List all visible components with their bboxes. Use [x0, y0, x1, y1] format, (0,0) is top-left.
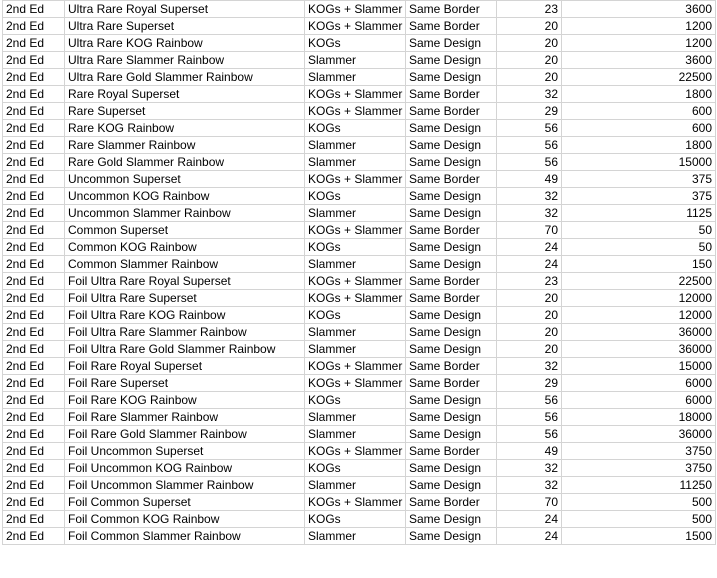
cell-set-name[interactable]: Foil Common Slammer Rainbow — [65, 528, 305, 545]
cell-edition[interactable]: 2nd Ed — [3, 358, 65, 375]
cell-count[interactable]: 24 — [497, 511, 562, 528]
cell-type[interactable]: Slammer — [305, 409, 406, 426]
cell-count[interactable]: 24 — [497, 256, 562, 273]
cell-edition[interactable]: 2nd Ed — [3, 426, 65, 443]
grid-body — [3, 1, 716, 545]
cell-edition[interactable]: 2nd Ed — [3, 256, 65, 273]
cell-value[interactable]: 3750 — [562, 443, 716, 460]
cell-value[interactable]: 600 — [562, 120, 716, 137]
cell-count[interactable]: 29 — [497, 103, 562, 120]
cell-value[interactable]: 1200 — [562, 35, 716, 52]
table-row — [3, 188, 716, 205]
cell-edition[interactable]: 2nd Ed — [3, 273, 65, 290]
cell-value[interactable]: 500 — [562, 511, 716, 528]
cell-value[interactable]: 12000 — [562, 307, 716, 324]
table-row — [3, 205, 716, 222]
cell-set-name[interactable]: Foil Rare Superset — [65, 375, 305, 392]
cell-design[interactable]: Same Border — [406, 18, 497, 35]
cell-set-name[interactable]: Foil Rare Gold Slammer Rainbow — [65, 426, 305, 443]
table-row — [3, 137, 716, 154]
cell-set-name[interactable]: Rare Superset — [65, 103, 305, 120]
cell-design[interactable]: Same Design — [406, 188, 497, 205]
cell-edition[interactable]: 2nd Ed — [3, 460, 65, 477]
cell-set-name[interactable]: Ultra Rare KOG Rainbow — [65, 35, 305, 52]
cell-value[interactable]: 36000 — [562, 426, 716, 443]
cell-count[interactable]: 56 — [497, 154, 562, 171]
cell-value[interactable]: 600 — [562, 103, 716, 120]
table-row — [3, 375, 716, 392]
cell-edition[interactable]: 2nd Ed — [3, 69, 65, 86]
cell-type[interactable]: Slammer — [305, 426, 406, 443]
cell-type[interactable]: Slammer — [305, 205, 406, 222]
cell-value[interactable]: 36000 — [562, 341, 716, 358]
cell-edition[interactable]: 2nd Ed — [3, 103, 65, 120]
cell-type[interactable]: KOGs — [305, 239, 406, 256]
cell-design[interactable]: Same Design — [406, 341, 497, 358]
cell-type[interactable]: KOGs + Slammer — [305, 86, 406, 103]
cell-count[interactable]: 32 — [497, 188, 562, 205]
table-row — [3, 426, 716, 443]
cell-type[interactable]: Slammer — [305, 137, 406, 154]
cell-design[interactable]: Same Design — [406, 511, 497, 528]
cell-set-name[interactable]: Foil Uncommon Slammer Rainbow — [65, 477, 305, 494]
cell-edition[interactable]: 2nd Ed — [3, 52, 65, 69]
cell-set-name[interactable]: Uncommon Superset — [65, 171, 305, 188]
cell-edition[interactable]: 2nd Ed — [3, 511, 65, 528]
cell-set-name[interactable]: Uncommon Slammer Rainbow — [65, 205, 305, 222]
cell-value[interactable]: 1800 — [562, 86, 716, 103]
cell-value[interactable]: 1500 — [562, 528, 716, 545]
cell-type[interactable]: KOGs + Slammer — [305, 290, 406, 307]
cell-edition[interactable]: 2nd Ed — [3, 477, 65, 494]
cell-set-name[interactable]: Rare Slammer Rainbow — [65, 137, 305, 154]
cell-set-name[interactable]: Ultra Rare Royal Superset — [65, 1, 305, 18]
cell-edition[interactable]: 2nd Ed — [3, 188, 65, 205]
cell-design[interactable]: Same Design — [406, 426, 497, 443]
table-row — [3, 154, 716, 171]
cell-type[interactable]: KOGs — [305, 460, 406, 477]
cell-count[interactable]: 20 — [497, 341, 562, 358]
cell-value[interactable]: 1125 — [562, 205, 716, 222]
cell-type[interactable]: Slammer — [305, 52, 406, 69]
cell-edition[interactable]: 2nd Ed — [3, 86, 65, 103]
table-row — [3, 443, 716, 460]
cell-set-name[interactable]: Common KOG Rainbow — [65, 239, 305, 256]
data-grid — [2, 0, 716, 545]
cell-design[interactable]: Same Design — [406, 307, 497, 324]
cell-count[interactable]: 20 — [497, 35, 562, 52]
cell-edition[interactable]: 2nd Ed — [3, 120, 65, 137]
cell-set-name[interactable]: Foil Ultra Rare Slammer Rainbow — [65, 324, 305, 341]
table-row — [3, 256, 716, 273]
cell-value[interactable]: 6000 — [562, 375, 716, 392]
cell-set-name[interactable]: Ultra Rare Superset — [65, 18, 305, 35]
cell-design[interactable]: Same Border — [406, 273, 497, 290]
cell-count[interactable]: 56 — [497, 409, 562, 426]
cell-set-name[interactable]: Common Superset — [65, 222, 305, 239]
table-row — [3, 494, 716, 511]
table-row — [3, 409, 716, 426]
cell-value[interactable]: 50 — [562, 239, 716, 256]
cell-value[interactable]: 375 — [562, 188, 716, 205]
cell-design[interactable]: Same Design — [406, 460, 497, 477]
cell-type[interactable]: Slammer — [305, 477, 406, 494]
cell-type[interactable]: Slammer — [305, 69, 406, 86]
cell-count[interactable]: 49 — [497, 443, 562, 460]
cell-set-name[interactable]: Foil Ultra Rare Gold Slammer Rainbow — [65, 341, 305, 358]
cell-set-name[interactable]: Ultra Rare Slammer Rainbow — [65, 52, 305, 69]
cell-type[interactable]: KOGs + Slammer — [305, 273, 406, 290]
cell-edition[interactable]: 2nd Ed — [3, 375, 65, 392]
table-row — [3, 103, 716, 120]
cell-value[interactable]: 22500 — [562, 69, 716, 86]
cell-value[interactable]: 1800 — [562, 137, 716, 154]
table-row — [3, 222, 716, 239]
cell-design[interactable]: Same Border — [406, 1, 497, 18]
cell-count[interactable]: 24 — [497, 528, 562, 545]
cell-edition[interactable]: 2nd Ed — [3, 392, 65, 409]
cell-design[interactable]: Same Design — [406, 256, 497, 273]
cell-edition[interactable]: 2nd Ed — [3, 137, 65, 154]
cell-set-name[interactable]: Foil Rare Royal Superset — [65, 358, 305, 375]
cell-value[interactable]: 11250 — [562, 477, 716, 494]
cell-count[interactable]: 32 — [497, 460, 562, 477]
cell-design[interactable]: Same Design — [406, 205, 497, 222]
cell-type[interactable]: KOGs + Slammer — [305, 1, 406, 18]
cell-set-name[interactable]: Foil Common KOG Rainbow — [65, 511, 305, 528]
table-row — [3, 341, 716, 358]
cell-design[interactable]: Same Border — [406, 443, 497, 460]
cell-design[interactable]: Same Design — [406, 120, 497, 137]
cell-count[interactable]: 20 — [497, 307, 562, 324]
cell-type[interactable]: KOGs + Slammer — [305, 443, 406, 460]
cell-count[interactable]: 29 — [497, 375, 562, 392]
cell-design[interactable]: Same Border — [406, 358, 497, 375]
table-row — [3, 358, 716, 375]
cell-design[interactable]: Same Design — [406, 137, 497, 154]
cell-count[interactable]: 20 — [497, 290, 562, 307]
table-row — [3, 239, 716, 256]
cell-set-name[interactable]: Uncommon KOG Rainbow — [65, 188, 305, 205]
cell-value[interactable]: 6000 — [562, 392, 716, 409]
cell-design[interactable]: Same Border — [406, 494, 497, 511]
cell-count[interactable]: 56 — [497, 392, 562, 409]
table-row — [3, 18, 716, 35]
cell-set-name[interactable]: Rare Royal Superset — [65, 86, 305, 103]
table-row — [3, 324, 716, 341]
table-row — [3, 307, 716, 324]
table-row — [3, 392, 716, 409]
cell-set-name[interactable]: Foil Uncommon KOG Rainbow — [65, 460, 305, 477]
cell-count[interactable]: 56 — [497, 426, 562, 443]
cell-count[interactable]: 32 — [497, 477, 562, 494]
cell-set-name[interactable]: Ultra Rare Gold Slammer Rainbow — [65, 69, 305, 86]
cell-type[interactable]: KOGs — [305, 35, 406, 52]
cell-type[interactable]: KOGs + Slammer — [305, 171, 406, 188]
cell-set-name[interactable]: Rare Gold Slammer Rainbow — [65, 154, 305, 171]
cell-count[interactable]: 70 — [497, 494, 562, 511]
cell-value[interactable]: 50 — [562, 222, 716, 239]
table-row — [3, 511, 716, 528]
cell-edition[interactable]: 2nd Ed — [3, 494, 65, 511]
cell-value[interactable]: 22500 — [562, 273, 716, 290]
cell-count[interactable]: 56 — [497, 120, 562, 137]
cell-set-name[interactable]: Foil Rare KOG Rainbow — [65, 392, 305, 409]
cell-type[interactable]: KOGs + Slammer — [305, 358, 406, 375]
cell-count[interactable]: 49 — [497, 171, 562, 188]
cell-count[interactable]: 56 — [497, 137, 562, 154]
table-row — [3, 120, 716, 137]
cell-set-name[interactable]: Foil Ultra Rare Superset — [65, 290, 305, 307]
cell-value[interactable]: 18000 — [562, 409, 716, 426]
cell-value[interactable]: 3750 — [562, 460, 716, 477]
cell-type[interactable]: KOGs + Slammer — [305, 375, 406, 392]
cell-set-name[interactable]: Foil Rare Slammer Rainbow — [65, 409, 305, 426]
cell-type[interactable]: KOGs — [305, 392, 406, 409]
cell-count[interactable]: 20 — [497, 324, 562, 341]
cell-type[interactable]: KOGs — [305, 307, 406, 324]
cell-edition[interactable]: 2nd Ed — [3, 205, 65, 222]
cell-value[interactable]: 3600 — [562, 52, 716, 69]
cell-edition[interactable]: 2nd Ed — [3, 154, 65, 171]
cell-design[interactable]: Same Border — [406, 103, 497, 120]
cell-type[interactable]: KOGs — [305, 188, 406, 205]
table-row — [3, 52, 716, 69]
cell-design[interactable]: Same Design — [406, 69, 497, 86]
cell-type[interactable]: Slammer — [305, 256, 406, 273]
cell-design[interactable]: Same Design — [406, 35, 497, 52]
cell-type[interactable]: KOGs — [305, 511, 406, 528]
cell-design[interactable]: Same Border — [406, 171, 497, 188]
cell-edition[interactable]: 2nd Ed — [3, 307, 65, 324]
cell-value[interactable]: 36000 — [562, 324, 716, 341]
cell-count[interactable]: 24 — [497, 239, 562, 256]
cell-value[interactable]: 15000 — [562, 154, 716, 171]
cell-edition[interactable]: 2nd Ed — [3, 324, 65, 341]
cell-set-name[interactable]: Foil Ultra Rare KOG Rainbow — [65, 307, 305, 324]
cell-design[interactable]: Same Design — [406, 528, 497, 545]
table-row — [3, 273, 716, 290]
cell-design[interactable]: Same Design — [406, 52, 497, 69]
cell-count[interactable]: 70 — [497, 222, 562, 239]
cell-count[interactable]: 20 — [497, 18, 562, 35]
table-row — [3, 528, 716, 545]
cell-edition[interactable]: 2nd Ed — [3, 1, 65, 18]
table-row — [3, 69, 716, 86]
cell-design[interactable]: Same Design — [406, 392, 497, 409]
cell-value[interactable]: 12000 — [562, 290, 716, 307]
cell-value[interactable]: 500 — [562, 494, 716, 511]
cell-type[interactable]: KOGs + Slammer — [305, 18, 406, 35]
cell-set-name[interactable]: Foil Ultra Rare Royal Superset — [65, 273, 305, 290]
cell-type[interactable]: Slammer — [305, 324, 406, 341]
cell-edition[interactable]: 2nd Ed — [3, 222, 65, 239]
cell-design[interactable]: Same Border — [406, 290, 497, 307]
cell-set-name[interactable]: Common Slammer Rainbow — [65, 256, 305, 273]
cell-edition[interactable]: 2nd Ed — [3, 239, 65, 256]
cell-count[interactable]: 23 — [497, 1, 562, 18]
cell-type[interactable]: KOGs + Slammer — [305, 494, 406, 511]
table-row — [3, 1, 716, 18]
cell-type[interactable]: KOGs + Slammer — [305, 222, 406, 239]
table-row — [3, 460, 716, 477]
cell-type[interactable]: KOGs — [305, 120, 406, 137]
cell-value[interactable]: 1200 — [562, 18, 716, 35]
cell-count[interactable]: 20 — [497, 69, 562, 86]
cell-edition[interactable]: 2nd Ed — [3, 528, 65, 545]
cell-value[interactable]: 375 — [562, 171, 716, 188]
cell-edition[interactable]: 2nd Ed — [3, 409, 65, 426]
table-row — [3, 35, 716, 52]
cell-type[interactable]: Slammer — [305, 528, 406, 545]
table-row — [3, 86, 716, 103]
cell-set-name[interactable]: Foil Uncommon Superset — [65, 443, 305, 460]
cell-type[interactable]: KOGs + Slammer — [305, 103, 406, 120]
cell-count[interactable]: 32 — [497, 86, 562, 103]
cell-value[interactable]: 150 — [562, 256, 716, 273]
cell-edition[interactable]: 2nd Ed — [3, 171, 65, 188]
cell-value[interactable]: 15000 — [562, 358, 716, 375]
cell-edition[interactable]: 2nd Ed — [3, 290, 65, 307]
cell-value[interactable]: 3600 — [562, 1, 716, 18]
cell-type[interactable]: Slammer — [305, 341, 406, 358]
table-row — [3, 477, 716, 494]
cell-set-name[interactable]: Rare KOG Rainbow — [65, 120, 305, 137]
cell-edition[interactable]: 2nd Ed — [3, 443, 65, 460]
cell-count[interactable]: 20 — [497, 52, 562, 69]
cell-design[interactable]: Same Design — [406, 324, 497, 341]
cell-design[interactable]: Same Border — [406, 86, 497, 103]
cell-design[interactable]: Same Design — [406, 477, 497, 494]
cell-design[interactable]: Same Border — [406, 375, 497, 392]
cell-count[interactable]: 23 — [497, 273, 562, 290]
cell-edition[interactable]: 2nd Ed — [3, 35, 65, 52]
cell-set-name[interactable]: Foil Common Superset — [65, 494, 305, 511]
cell-count[interactable]: 32 — [497, 205, 562, 222]
cell-type[interactable]: Slammer — [305, 154, 406, 171]
cell-edition[interactable]: 2nd Ed — [3, 341, 65, 358]
cell-design[interactable]: Same Design — [406, 239, 497, 256]
cell-edition[interactable]: 2nd Ed — [3, 18, 65, 35]
table-row — [3, 171, 716, 188]
cell-design[interactable]: Same Border — [406, 222, 497, 239]
cell-design[interactable]: Same Design — [406, 154, 497, 171]
cell-count[interactable]: 32 — [497, 358, 562, 375]
table-row — [3, 290, 716, 307]
cell-design[interactable]: Same Design — [406, 409, 497, 426]
